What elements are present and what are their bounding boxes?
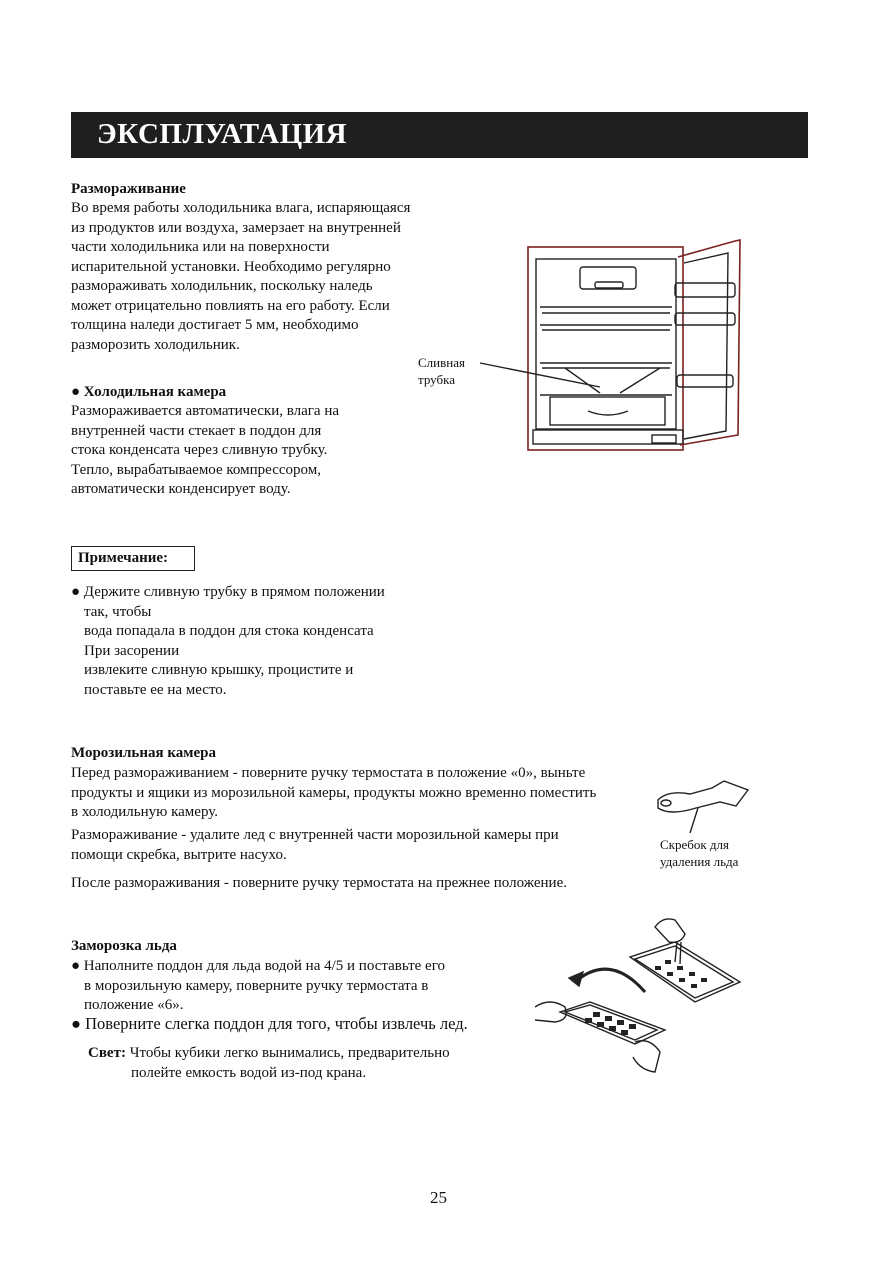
text-line: части холодильника или на поверхности (71, 239, 330, 255)
text-line: из продуктов или воздуха, замерзает на внутренней (71, 219, 401, 236)
scraper-label (660, 836, 738, 870)
tip-label: Свет: (88, 1045, 126, 1061)
text-line: Во время работы холодильника влага, испаряющаяся (71, 200, 411, 216)
text-line: При засорении (84, 642, 180, 659)
fridge-chamber-heading: ● Холодильная камера (71, 384, 227, 400)
text-line: ● Держите сливную трубку в прямом положении (71, 584, 385, 600)
defrost-heading: Размораживание (71, 181, 186, 197)
text-line: Размораживание - удалите лед с внутренней части морозильной камеры при (71, 827, 559, 843)
text-line: в холодильную камеру. (71, 804, 219, 820)
text-line: Перед размораживанием - поверните ручку термостата в положение «0», выньте (71, 765, 586, 781)
text-line: толщина наледи достигает 5 мм, необходимо (71, 317, 359, 333)
label-line: трубка (418, 372, 456, 387)
text-line: продукты и ящики из морозильной камеры, продукты можно временно поместить (71, 784, 597, 801)
label-line: Сливная (418, 355, 465, 370)
fridge-chamber-text (71, 402, 339, 500)
text-line: поставьте ее на место. (84, 681, 227, 698)
note-box (71, 546, 195, 571)
text-line: внутренней части стекает в поддон для (71, 422, 322, 439)
freezer-para3: После размораживания - поверните ручку термостата на прежнее положение. (71, 875, 567, 891)
text-line: размораживать холодильник, поскольку наледь (71, 278, 373, 294)
text-line: так, чтобы (84, 603, 152, 620)
section-title: ЭКСПЛУАТАЦИЯ (97, 118, 348, 150)
label-line: Скребок для (660, 837, 730, 852)
text-line: ● Наполните поддон для льда водой на 4/5 и поставьте его (71, 958, 445, 974)
ice-heading: Заморозка льда (71, 938, 177, 954)
text-line: автоматически конденсирует воду. (71, 481, 291, 497)
fridge-illustration (420, 235, 820, 460)
defrost-text (71, 199, 410, 355)
note-title: Примечание: (78, 550, 169, 566)
text-line: Размораживается автоматически, влага на (71, 403, 340, 419)
scraper-icon (650, 778, 750, 838)
text-line: помощи скребка, вытрите насухо. (71, 846, 287, 863)
text-line: испарительной установки. Необходимо регулярно (71, 258, 391, 275)
note-text (71, 583, 385, 700)
text-line: в морозильную камеру, поверните ручку термостата в (84, 977, 429, 994)
page-number: 25 (430, 1188, 447, 1207)
text-line: Тепло, вырабатываемое компрессором, (71, 461, 321, 478)
ice-bullet2: ● Поверните слегка поддон для того, чтобы извлечь лед. (71, 1014, 468, 1033)
text-line: разморозить холодильник. (71, 336, 240, 353)
freezer-para1 (71, 764, 596, 823)
text-line: полейте емкость водой из-под крана. (131, 1064, 367, 1081)
ice-tip (88, 1044, 450, 1083)
freezer-para2 (71, 826, 559, 865)
text-line: Чтобы кубики легко вынимались, предварительно (129, 1045, 450, 1061)
freezer-heading: Морозильная камера (71, 745, 216, 761)
text-line: положение «6». (84, 997, 184, 1013)
text-line: извлеките сливную крышку, процистите и (84, 662, 354, 678)
ice-tray-illustration (535, 912, 755, 1082)
label-line: удаления льда (660, 854, 739, 869)
text-line: стока конденсата через сливную трубку. (71, 442, 328, 458)
ice-bullet1 (71, 957, 445, 1016)
text-line: может отрицательно повлиять на его работу. Если (71, 297, 390, 314)
section-banner (71, 112, 808, 158)
text-line: вода попадала в поддон для стока конденсата (84, 623, 374, 639)
